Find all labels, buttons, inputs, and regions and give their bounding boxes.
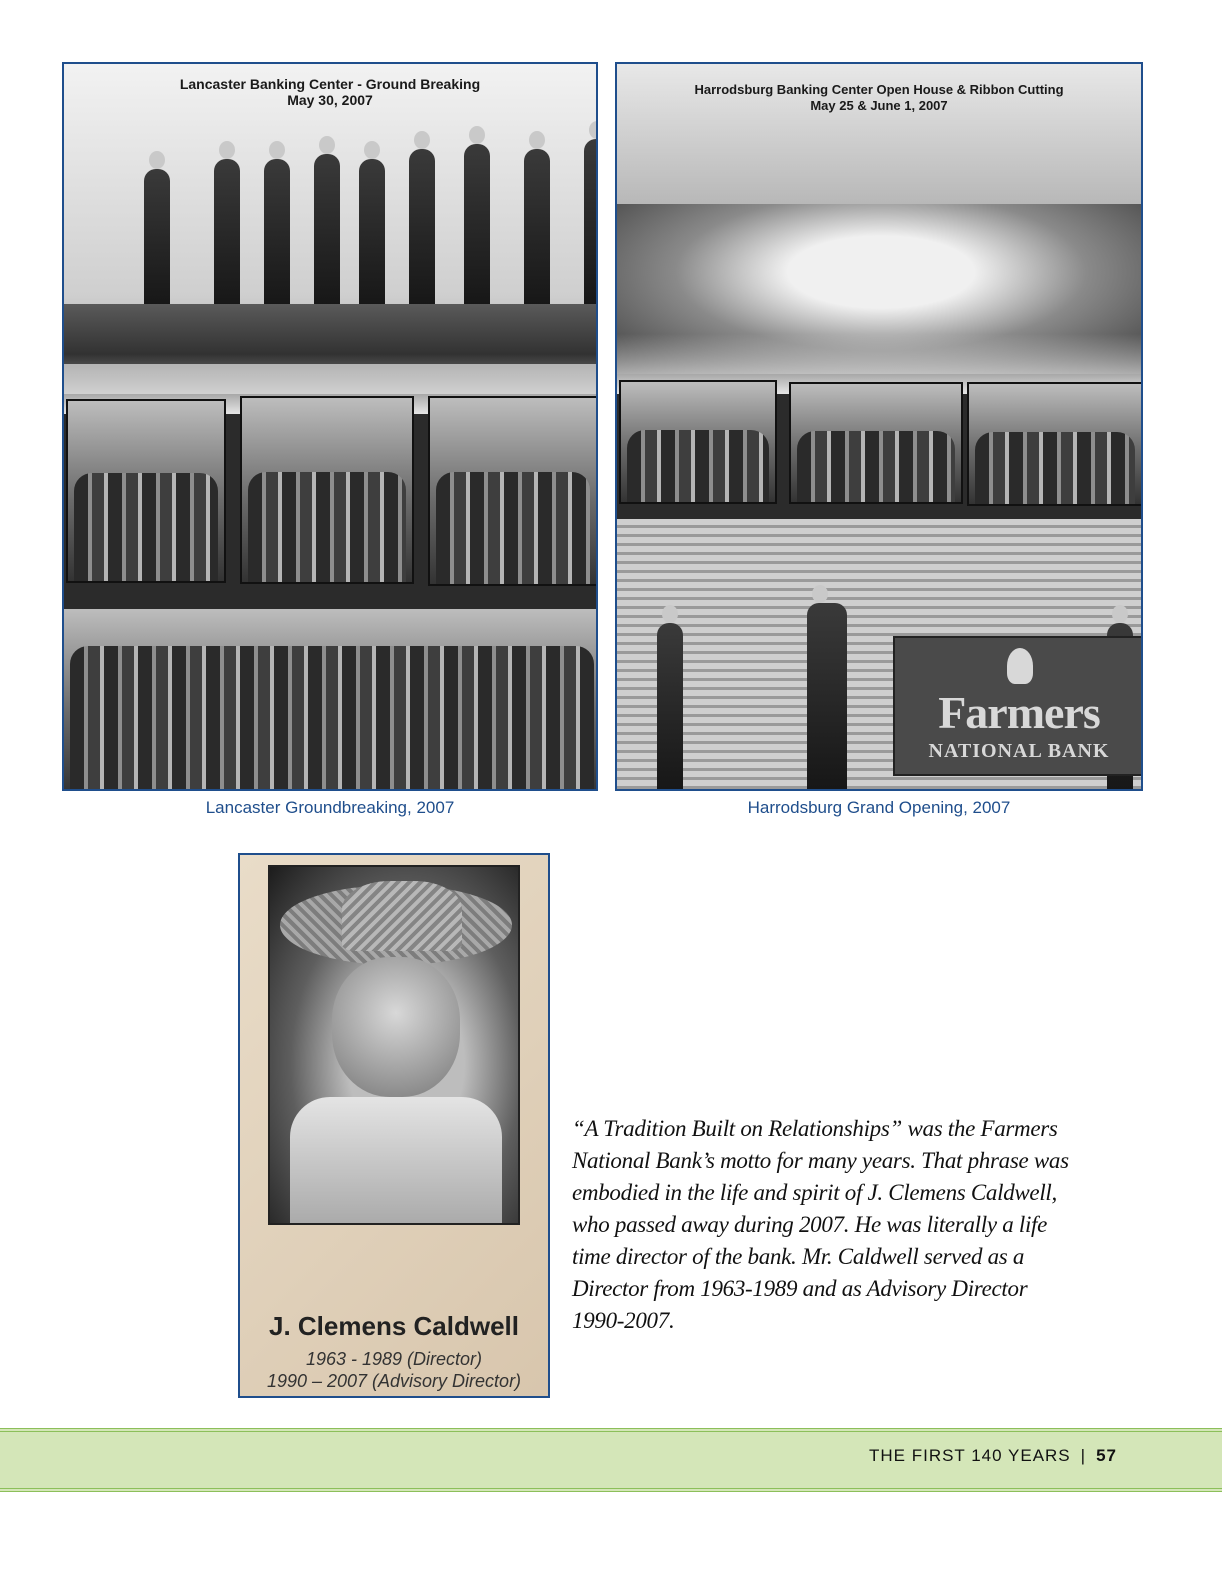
collage-title-line1: Harrodsburg Banking Center Open House & Ribbon Cutting	[694, 82, 1064, 97]
collage-thumb-2	[240, 396, 414, 584]
footer-title: THE FIRST 140 YEARS	[868, 1446, 1071, 1465]
collage-title-line2: May 30, 2007	[287, 92, 373, 108]
portrait-shirt	[290, 1097, 502, 1225]
footer	[869, 1446, 1117, 1466]
footer-separator: |	[1080, 1446, 1087, 1465]
collage-thumb-3	[428, 396, 598, 586]
collage-thumb-2	[789, 382, 963, 504]
bank-logo-icon	[1007, 648, 1033, 684]
caldwell-portrait-photo	[268, 865, 520, 1225]
collage-title	[64, 76, 596, 108]
harrodsburg-caption: Harrodsburg Grand Opening, 2007	[747, 798, 1011, 817]
portrait-term-director: 1963 - 1989 (Director)	[305, 1349, 483, 1369]
farmers-national-bank-sign	[893, 636, 1143, 776]
collage-thumb-1	[619, 380, 777, 504]
portrait-term-advisory: 1990 – 2007 (Advisory Director)	[266, 1371, 522, 1391]
portrait-name: J. Clemens Caldwell	[269, 1311, 519, 1341]
collage-title-line1: Lancaster Banking Center - Ground Breaking	[179, 76, 481, 92]
tribute-paragraph: “A Tradition Built on Relationships” was the Farmers National Bank’s motto for many years. That phrase was embodied in the life and spirit of J. Clemens Caldwell, who passed away during 2007. He was literally a life time director of the bank. Mr. Caldwell served as a Director from 1963-1989 and as Advisory Director 1990-2007.	[572, 1116, 1069, 1333]
portrait-face	[332, 957, 460, 1097]
harrodsburg-collage-photo	[615, 62, 1143, 791]
sign-bank-name: Farmers	[938, 687, 1100, 738]
lancaster-caption: Lancaster Groundbreaking, 2007	[205, 798, 455, 817]
collage-thumb-3	[967, 382, 1143, 506]
collage-title-line2: May 25 & June 1, 2007	[810, 98, 948, 113]
collage-bottom-crowd	[64, 609, 598, 791]
collage-title	[617, 82, 1141, 114]
page-number: 57	[1096, 1446, 1117, 1465]
lancaster-collage-photo	[62, 62, 598, 791]
caldwell-portrait-card	[238, 853, 550, 1398]
sign-bank-subtitle: NATIONAL BANK	[928, 740, 1110, 762]
straw-hat	[280, 885, 512, 965]
collage-thumb-1	[66, 399, 226, 583]
